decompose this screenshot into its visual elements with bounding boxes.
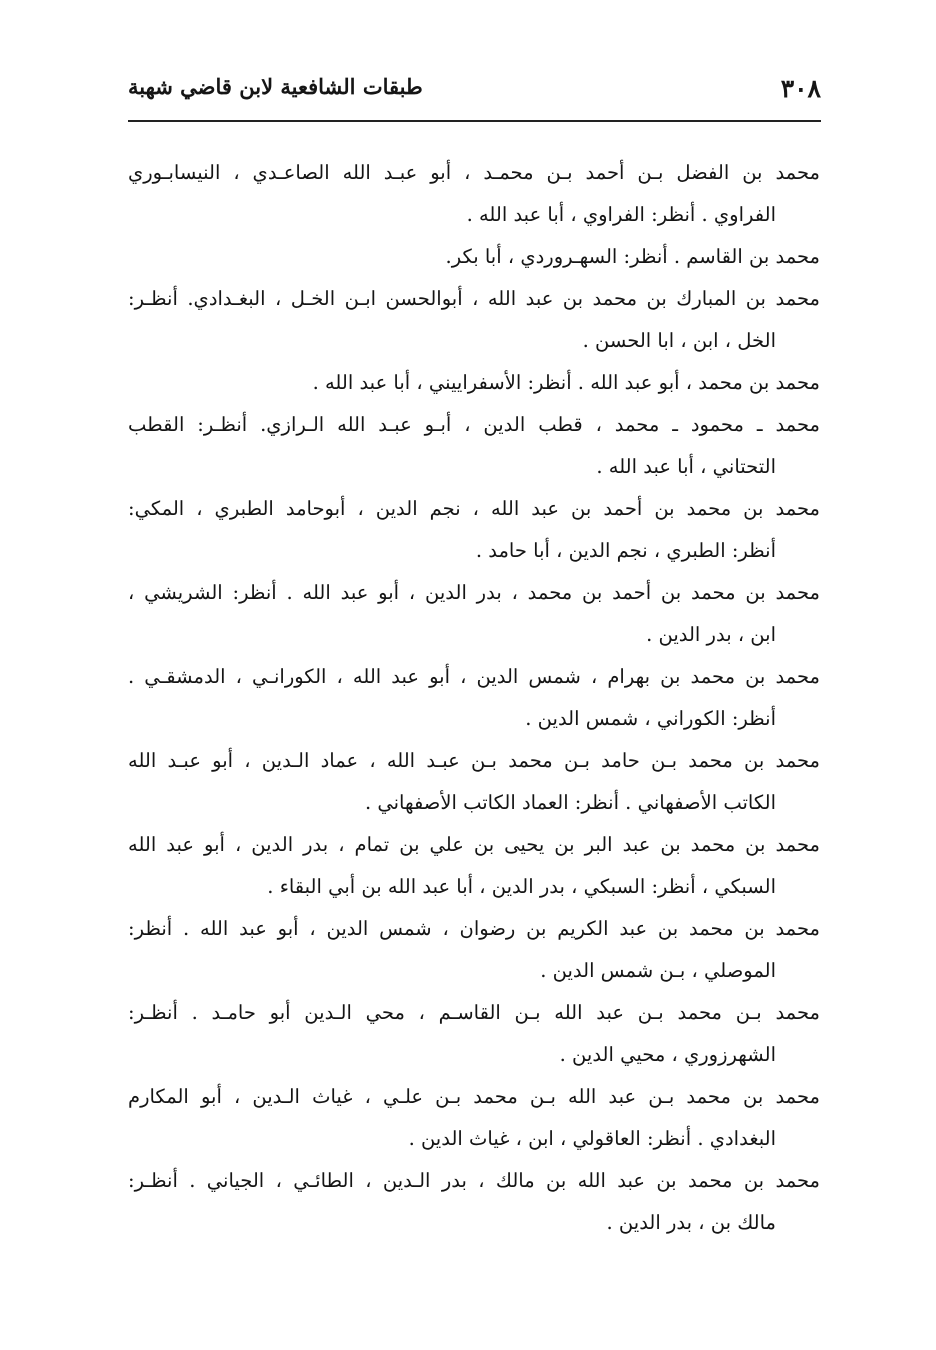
entry-line: محمد بن القاسم . أنظر: السهـروردي ، أبا بكر. <box>445 245 820 268</box>
index-entry <box>128 1076 820 1160</box>
index-entries <box>128 152 820 1244</box>
entry-continuation: الفراوي . أنظر: الفراوي ، أبا عبد الله . <box>466 203 776 226</box>
index-entry <box>128 278 820 362</box>
index-entry <box>128 404 820 488</box>
page-number: ٣٠٨ <box>780 74 821 103</box>
entry-line: محمد بـن محمد بـن عبد الله بـن القاسـم ، محي الـدين أبو حامـد . أنظـر: <box>128 1001 820 1024</box>
entry-line: محمد بن محمد بن بهرام ، شمس الدين ، أبو عبد الله ، الكورانـي ، الدمشقـي . <box>128 665 820 688</box>
entry-continuation: الكاتب الأصفهاني . أنظر: العماد الكاتب الأصفهاني . <box>364 791 776 814</box>
entry-line: محمد بن محمد بـن عبد الله بـن محمد بـن علـي ، غياث الـدين ، أبو المكارم <box>128 1085 820 1108</box>
book-title: طبقات الشافعية لابن قاضي شهبة <box>128 74 423 99</box>
index-entry <box>128 992 820 1076</box>
index-entry <box>128 572 820 656</box>
entry-continuation: ابن ، بدر الدين . <box>646 623 776 646</box>
entry-line: محمد بن محمد بن عبد الله بن مالك ، بدر الـدين ، الطائـي ، الجياني . أنظـر: <box>128 1169 820 1192</box>
entry-line: محمد بن محمد بـن حامد بـن محمد بـن عبـد الله ، عماد الـدين ، أبو عبـد الله <box>128 749 820 772</box>
entry-line: محمد بن محمد بن عبد البر بن يحيى بن علي بن تمام ، بدر الدين ، أبو عبد الله <box>128 833 820 856</box>
entry-continuation: السبكي ، أنظر: السبكي ، بدر الدين ، أبا عبد الله بن أبي البقاء . <box>267 875 776 898</box>
index-entry <box>128 236 820 278</box>
entry-line: محمد بن الفضل بـن أحمد بـن محمـد ، أبو عبـد الله الصاعـدي ، النيسابـوري <box>128 161 820 184</box>
entry-continuation: أنظر: الكوراني ، شمس الدين . <box>525 707 776 730</box>
index-entry <box>128 362 820 404</box>
index-entry <box>128 656 820 740</box>
index-entry <box>128 740 820 824</box>
entry-line: محمد بن محمد بن أحمد بن عبد الله ، نجم الدين ، أبوحامد الطبري ، المكي: <box>128 497 820 520</box>
entry-continuation: الموصلي ، بـن شمس الدين . <box>540 959 776 982</box>
running-header <box>128 70 821 110</box>
entry-line: محمد بن محمد ، أبو عبد الله . أنظر: الأسفراييني ، أبا عبد الله . <box>312 371 820 394</box>
entry-continuation: أنظر: الطبري ، نجم الدين ، أبا حامد . <box>475 539 776 562</box>
entry-line: محمد ـ محمود ـ محمد ، قطب الدين ، أبـو عبـد الله الـرازي. أنظـر: القطب <box>128 413 820 436</box>
entry-continuation: الخل ، ابن ، ابا الحسن . <box>582 329 776 352</box>
entry-continuation: التحتاني ، أبا عبد الله . <box>596 455 776 478</box>
index-entry <box>128 908 820 992</box>
index-entry <box>128 1160 820 1244</box>
entry-continuation: مالك بن ، بدر الدين . <box>606 1211 776 1234</box>
entry-line: محمد بن محمد بن عبد الكريم بن رضوان ، شمس الدين ، أبو عبد الله . أنظر: <box>128 917 820 940</box>
entry-continuation: الشهرزوري ، محيي الدين . <box>559 1043 776 1066</box>
header-rule <box>128 120 821 122</box>
entry-continuation: البغدادي . أنظر: العاقولي ، ابن ، غياث الدين . <box>408 1127 776 1150</box>
index-entry <box>128 152 820 236</box>
index-entry <box>128 824 820 908</box>
entry-line: محمد بن المبارك بن محمد بن عبد الله ، أبوالحسن ابـن الخـل ، البغـدادي. أنظـر: <box>128 287 820 310</box>
entry-line: محمد بن محمد بن أحمد بن محمد ، بدر الدين ، أبو عبد الله . أنظر: الشريشي ، <box>128 581 820 604</box>
index-entry <box>128 488 820 572</box>
